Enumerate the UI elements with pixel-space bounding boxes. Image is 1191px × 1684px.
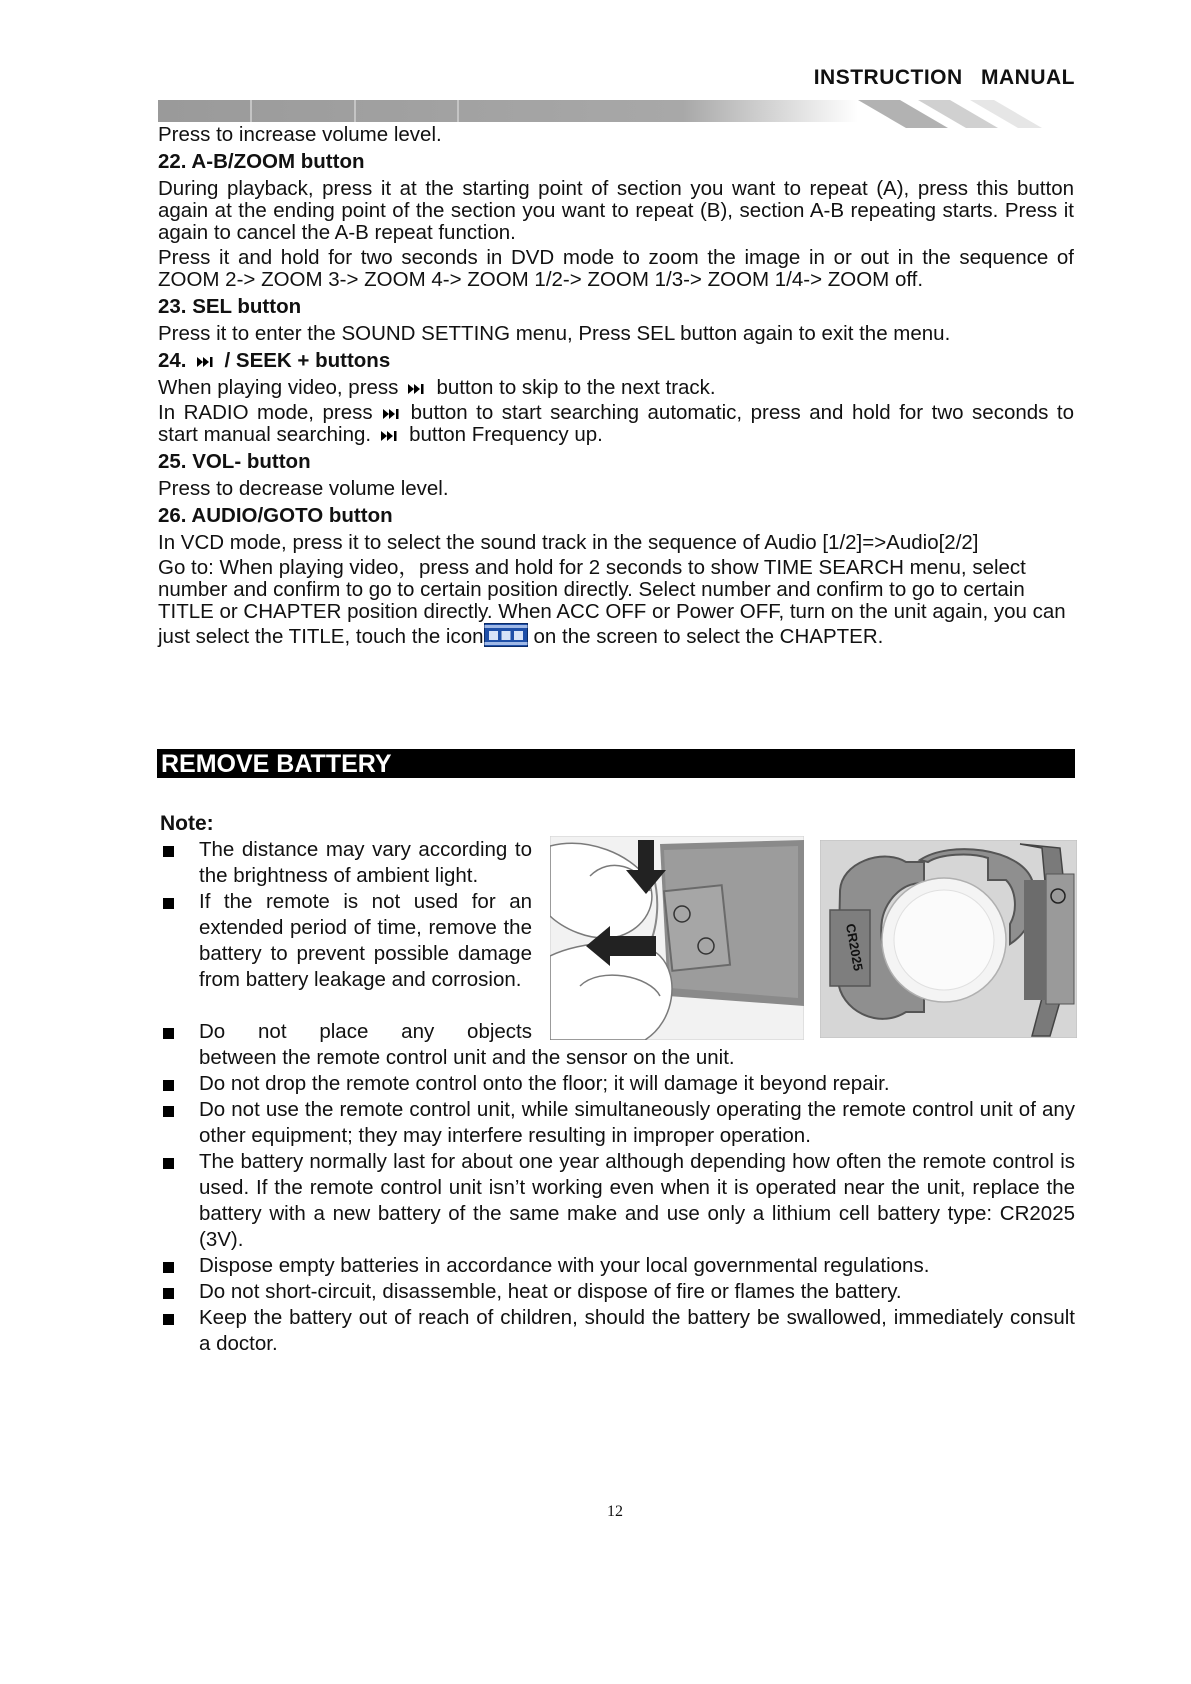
section-header-remove-battery <box>157 749 1075 778</box>
item-25-heading: 25. VOL- button <box>158 450 311 473</box>
item-24-p2-end: button Frequency up. <box>409 423 603 446</box>
item-26-heading: 26. AUDIO/GOTO button <box>158 504 393 527</box>
next-track-icon <box>408 383 426 395</box>
item-25-paragraph-1: Press to decrease volume level. <box>158 477 449 500</box>
item-22-paragraph-1: During playback, press it at the starting point of section you want to repeat (A), press this button again at the ending point of the section you want to repeat (B), section A-B repeating starts. Press it again to cancel the A-B repeat function. <box>158 177 1074 244</box>
item-24-heading <box>158 350 1074 372</box>
item-22-heading: 22. A-B/ZOOM button <box>158 150 365 173</box>
note-bullet-6 <box>160 1149 1075 1253</box>
item-26-p2-start: Go to: When playing video，press and hold for 2 seconds to show TIME SEARCH menu, select number and confirm to go to certain position directly. Select number and confirm to go to certain TITLE or CHAPTER position directly. When ACC OFF or Power OFF, turn on the unit again, you can just select the TITLE, touch the icon <box>158 556 1066 648</box>
bullet-square-icon <box>163 1106 174 1117</box>
item-24-p2-middle: button to start searching automatic, press and hold for two seconds to start manual searching. <box>158 401 1075 446</box>
item-24-paragraph-2 <box>158 402 1074 446</box>
item-22-paragraph-2: Press it and hold for two seconds in DVD mode to zoom the image in or out in the sequence of ZOOM 2-> ZOOM 3-> ZOOM 4-> ZOOM 1/2-> ZOOM 1/3-> ZOOM 1/4-> ZOOM off. <box>158 246 1074 291</box>
bullet-square-icon <box>163 1262 174 1273</box>
bullet-square-icon <box>163 1158 174 1169</box>
bullet-text: Keep the battery out of reach of children, should the battery be swallowed, immediately consult a doctor. <box>199 1306 1075 1355</box>
note-label: Note: <box>160 812 214 835</box>
next-track-icon <box>197 356 215 368</box>
bullet-text-line-2: between the remote control unit and the sensor on the unit. <box>199 1046 735 1069</box>
battery-removal-photo-2 <box>820 840 1077 1038</box>
bullet-text: Do not use the remote control unit, while simultaneously operating the remote control unit of any other equipment; they may interfere resulting in improper operation. <box>199 1098 1075 1147</box>
item-26-paragraph-2 <box>158 557 1074 648</box>
item-24-p2-start: In RADIO mode, press <box>158 401 373 424</box>
note-bullet-9 <box>160 1305 1075 1357</box>
note-bullet-4 <box>160 1071 1075 1097</box>
bullet-square-icon <box>163 846 174 857</box>
bullet-text-line-1: Do not place any objects <box>199 1020 532 1043</box>
next-track-icon <box>381 430 399 442</box>
bullet-text: Do not short-circuit, disassemble, heat or dispose of fire or flames the battery. <box>199 1280 902 1303</box>
battery-label-text: CR2025 <box>842 922 866 973</box>
bullet-square-icon <box>163 1288 174 1299</box>
item-23-heading: 23. SEL button <box>158 295 302 318</box>
bullet-text: Dispose empty batteries in accordance with your local governmental regulations. <box>199 1254 930 1277</box>
item-24-p1-start: When playing video, press <box>158 376 399 399</box>
item-24-heading-text: / SEEK + buttons <box>224 349 391 372</box>
bullet-text: If the remote is not used for an extended period of time, remove the battery to prevent possible damage from battery leakage and corrosion. <box>199 890 532 991</box>
note-bullet-5 <box>160 1097 1075 1149</box>
battery-removal-photo-1 <box>550 836 804 1040</box>
bullet-square-icon <box>163 1080 174 1091</box>
item-26-p2-end: on the screen to select the CHAPTER. <box>533 625 884 648</box>
next-track-icon <box>383 408 401 420</box>
item-24-number: 24. <box>158 349 187 372</box>
content <box>158 124 1074 648</box>
section-title: REMOVE BATTERY <box>161 750 392 778</box>
bullet-square-icon <box>163 1314 174 1325</box>
intro-text: Press to increase volume level. <box>158 123 442 146</box>
chapter-select-icon <box>484 623 528 647</box>
bullet-text: The distance may vary according to the brightness of ambient light. <box>199 838 532 887</box>
note-bullet-8 <box>160 1279 1075 1305</box>
page-number: 12 <box>607 1503 623 1520</box>
item-24-paragraph-1 <box>158 377 1074 399</box>
item-26-paragraph-1: In VCD mode, press it to select the sound track in the sequence of Audio [1/2]=>Audio[2/2] <box>158 531 979 554</box>
bullet-square-icon <box>163 1028 174 1039</box>
note-bullet-1 <box>160 837 532 889</box>
note-bullet-2 <box>160 889 532 993</box>
item-24-p1-end: button to skip to the next track. <box>436 376 716 399</box>
header-title: INSTRUCTION MANUAL <box>813 66 1075 89</box>
item-23-paragraph-1: Press it to enter the SOUND SETTING menu, Press SEL button again to exit the menu. <box>158 322 951 345</box>
bullet-text: The battery normally last for about one year although depending how often the remote control is used. If the remote control unit isn’t working even when it is operated near the unit, replace the battery with a new battery of the same make and use only a lithium cell battery type: CR2025 (3V). <box>199 1150 1075 1251</box>
note-bullet-3 <box>160 1019 735 1071</box>
note-bullet-7 <box>160 1253 1075 1279</box>
bullet-square-icon <box>163 898 174 909</box>
bullet-text: Do not drop the remote control onto the floor; it will damage it beyond repair. <box>199 1072 890 1095</box>
